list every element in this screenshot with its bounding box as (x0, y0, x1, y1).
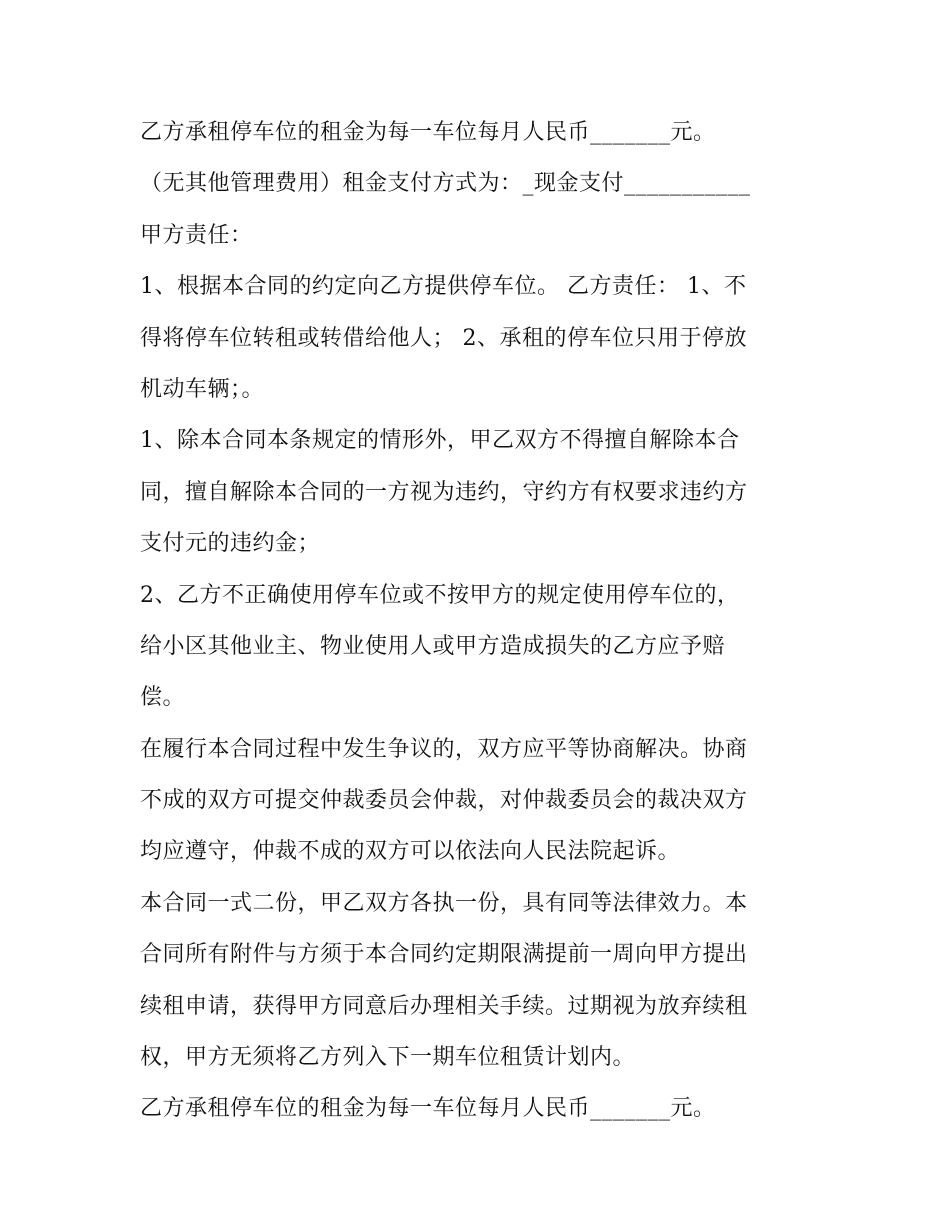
text-line: 乙方承租停车位的租金为每一车位每月人民币_______元。 (140, 1096, 716, 1122)
text-line: 甲方责任： (140, 222, 253, 248)
text-line: 续租申请，获得甲方同意后办理相关手续。过期视为放弃续租 (140, 993, 748, 1019)
document-body (140, 107, 820, 1135)
text-line: 乙方承租停车位的租金为每一车位每月人民币_______元。 (140, 120, 716, 145)
text-line: 偿。 (140, 685, 186, 711)
text-line: （无其他管理费用）租金支付方式为：_现金支付___________ (140, 171, 751, 197)
text-line: 不成的双方可提交仲裁委员会仲裁，对仲裁委员会的裁决双方 (140, 788, 748, 814)
text-line: 本合同一式二份，甲乙双方各执一份，具有同等法律效力。本 (140, 890, 748, 916)
text-line: 支付元的违约金； (140, 531, 321, 557)
text-line: 1、根据本合同的约定向乙方提供停车位。 乙方责任： 1、不 (140, 274, 747, 300)
text-line: 得将停车位转租或转借给他人； 2、承租的停车位只用于停放 (140, 325, 747, 351)
text-line: 在履行本合同过程中发生争议的，双方应平等协商解决。协商 (140, 736, 748, 762)
text-line: 1、除本合同本条规定的情形外，甲乙双方不得擅自解除本合 (140, 428, 740, 454)
text-line: 给小区其他业主、物业使用人或甲方造成损失的乙方应予赔 (140, 633, 726, 659)
text-line: 2、乙方不正确使用停车位或不按甲方的规定使用停车位的， (140, 582, 740, 608)
text-line: 均应遵守，仲裁不成的双方可以依法向人民法院起诉。 (140, 839, 681, 865)
text-line: 权，甲方无须将乙方列入下一期车位租赁计划内。 (140, 1045, 636, 1071)
text-line: 同，擅自解除本合同的一方视为违约，守约方有权要求违约方 (140, 479, 748, 505)
text-line: 机动车辆；。 (140, 376, 265, 402)
text-line: 合同所有附件与方须于本合同约定期限满提前一周向甲方提出 (140, 942, 748, 968)
